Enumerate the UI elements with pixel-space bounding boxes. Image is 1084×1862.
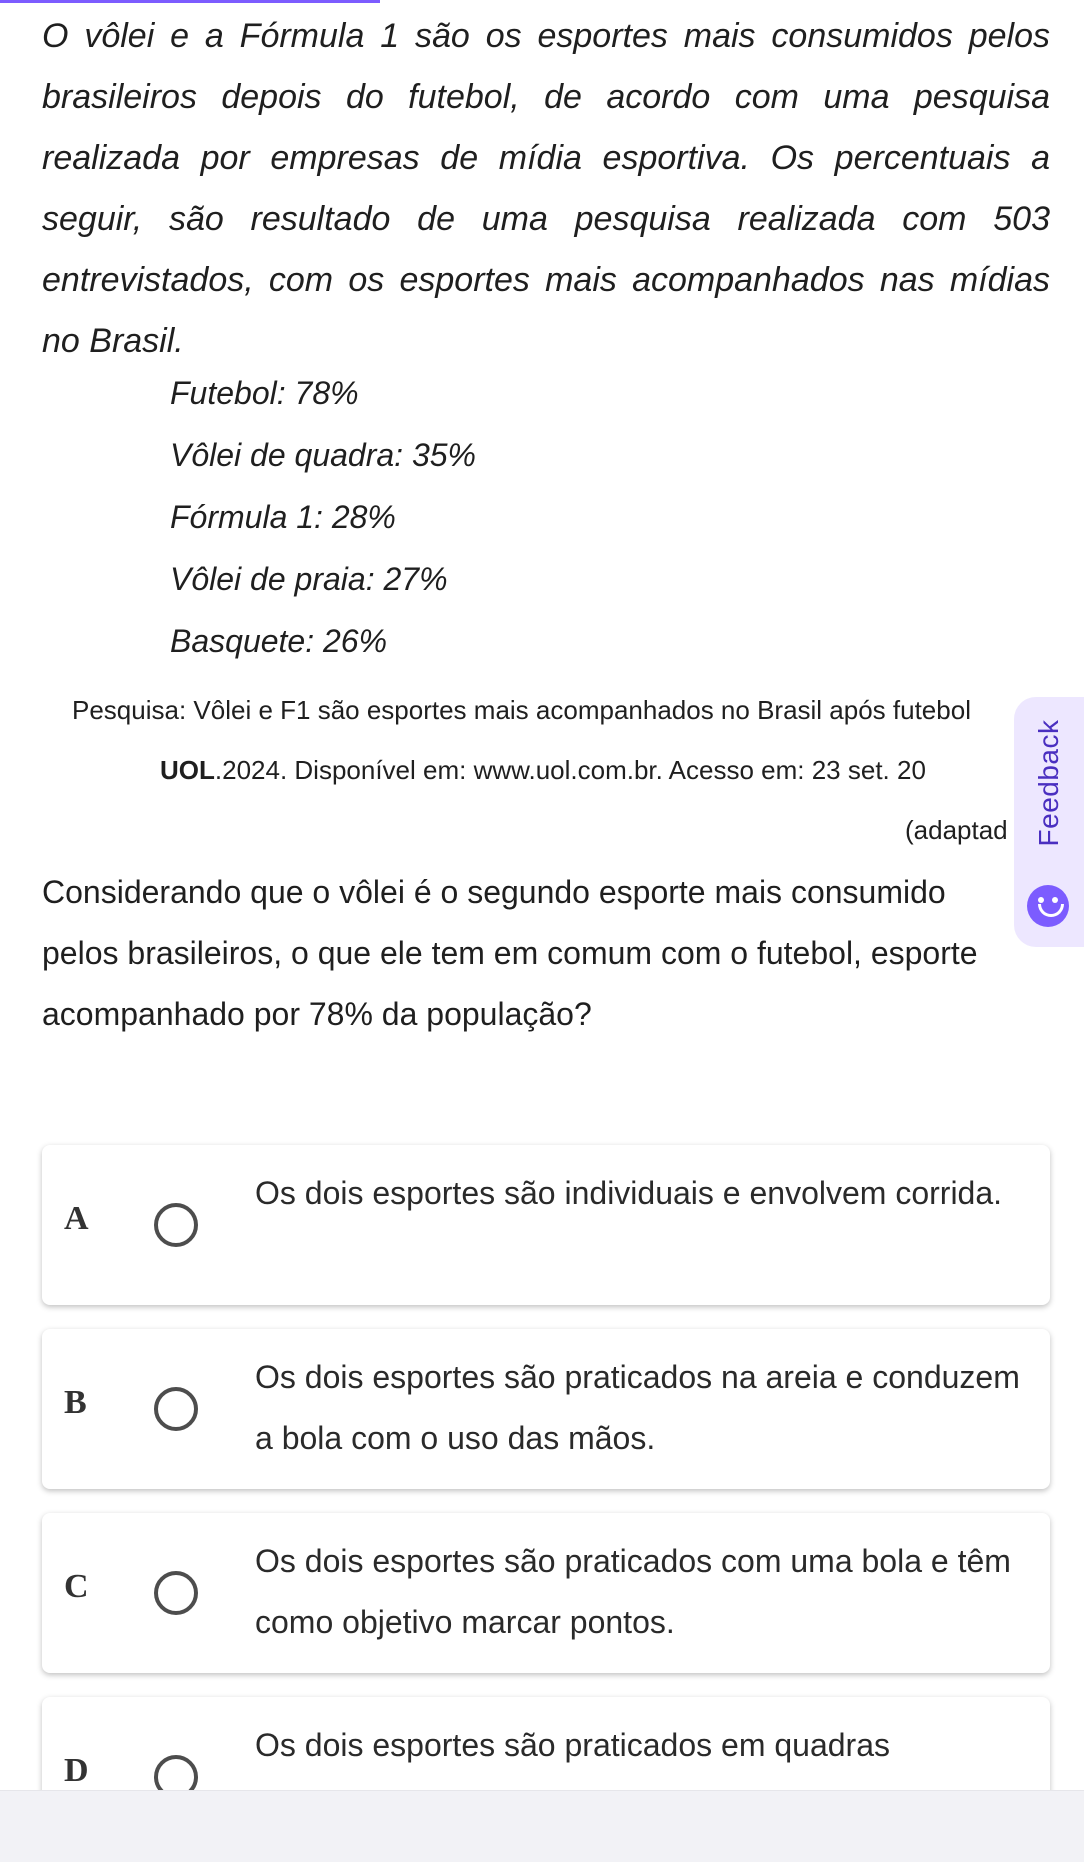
source-access-info: .2024. Disponível em: www.uol.com.br. Acesso em: 23 set. 20 — [214, 755, 926, 785]
option-letter: B — [64, 1384, 87, 1421]
radio-button[interactable] — [154, 1755, 198, 1790]
survey-stats-list — [170, 362, 476, 672]
source-publisher: UOL — [160, 755, 215, 785]
option-text: Os dois esportes são individuais e envolvem corrida. — [255, 1175, 1003, 1211]
radio-button[interactable] — [154, 1387, 198, 1431]
option-text: Os dois esportes são praticados na areia e conduzem a bola com o uso das mãos. — [255, 1359, 1020, 1456]
option-letter: C — [64, 1568, 89, 1605]
source-title: Pesquisa: Vôlei e F1 são esportes mais acompanhados no Brasil após futebol — [72, 695, 971, 725]
source-publication — [72, 740, 1022, 800]
option-c[interactable] — [42, 1513, 1050, 1673]
stat-item: Fórmula 1: 28% — [170, 499, 396, 535]
smiley-icon — [1027, 885, 1069, 927]
stat-item: Basquete: 26% — [170, 623, 388, 659]
question-intro-text: O vôlei e a Fórmula 1 são os esportes mais consumidos pelos brasileiros depois do futebol, de acordo com uma pesquisa realizada por empresas de mídia esportiva. Os percentuais a seguir, são resultado de uma pesquisa realizada com 503 entrevistados, com os esportes mais acompanhados nas mídias no Brasil. — [42, 17, 1050, 360]
option-text: Os dois esportes são praticados em quadras — [255, 1727, 890, 1763]
option-letter: A — [64, 1200, 89, 1237]
option-d[interactable] — [42, 1697, 1050, 1790]
stat-item: Vôlei de quadra: 35% — [170, 437, 476, 473]
option-text: Os dois esportes são praticados com uma bola e têm como objetivo marcar pontos. — [255, 1543, 1011, 1640]
feedback-label: Feedback — [1033, 719, 1064, 847]
source-citation — [72, 680, 1022, 860]
option-a[interactable] — [42, 1145, 1050, 1305]
question-prompt: Considerando que o vôlei é o segundo esporte mais consumido pelos brasileiros, o que ele tem em comum com o futebol, esporte acompanhado por 78% da população? — [42, 874, 978, 1032]
bottom-bar — [0, 1790, 1084, 1862]
feedback-tab[interactable] — [1014, 697, 1084, 947]
stat-item: Futebol: 78% — [170, 375, 359, 411]
option-b[interactable] — [42, 1329, 1050, 1489]
stat-item: Vôlei de praia: 27% — [170, 561, 448, 597]
radio-button[interactable] — [154, 1203, 198, 1247]
answer-options — [42, 1145, 1050, 1790]
radio-button[interactable] — [154, 1571, 198, 1615]
option-letter: D — [64, 1752, 89, 1789]
source-adapted-note: (adaptad — [905, 815, 1008, 845]
